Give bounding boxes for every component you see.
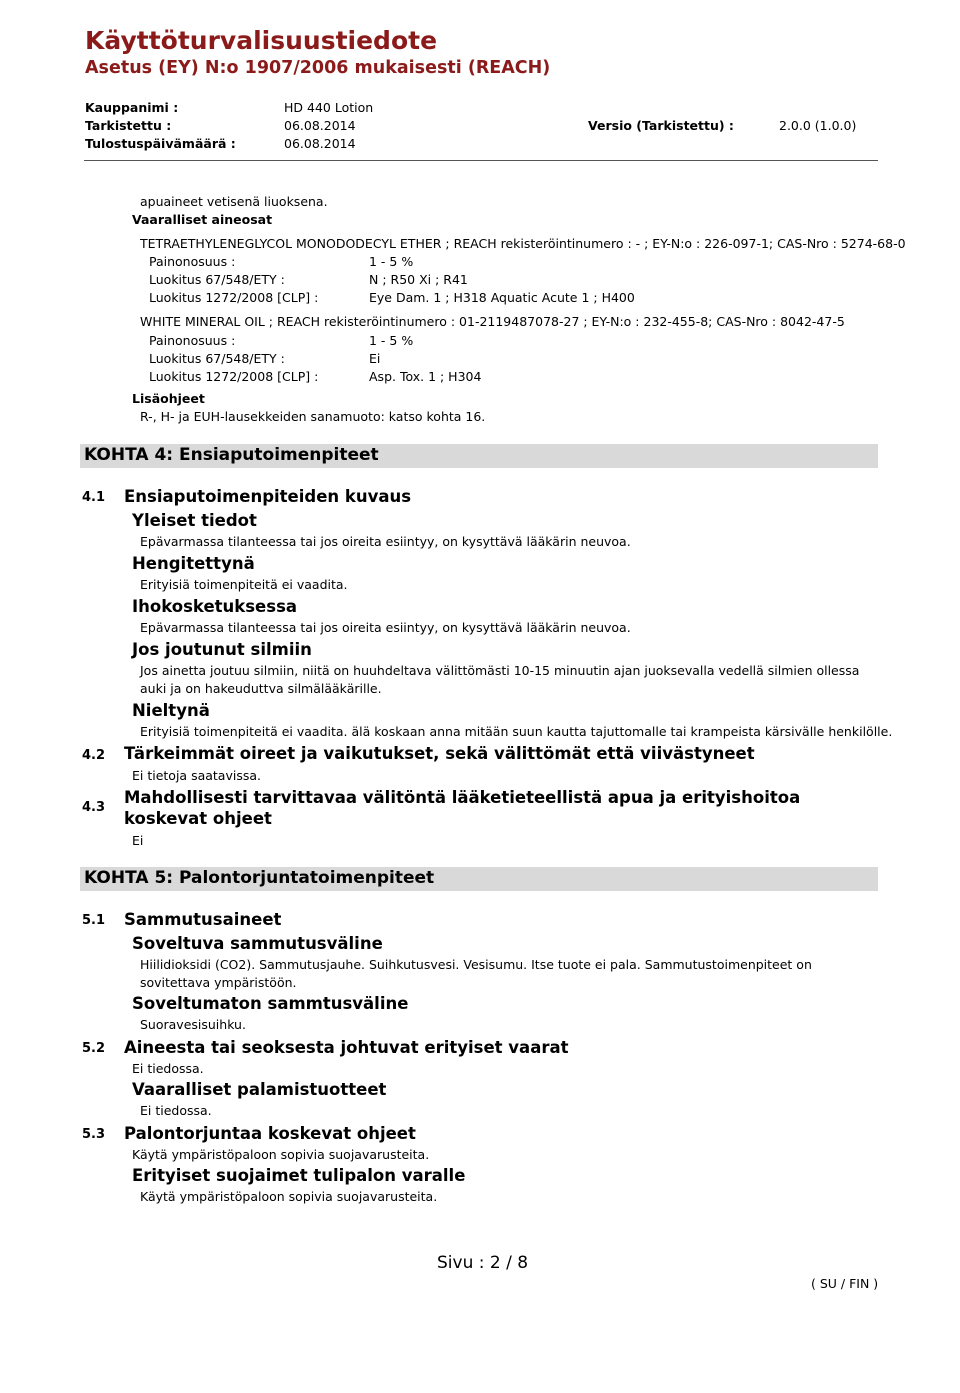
print-date-label: Tulostuspäivämäärä : xyxy=(85,136,236,151)
subsection-5-1-title: Sammutusaineet xyxy=(124,910,282,929)
swallowed-heading: Nieltynä xyxy=(132,701,210,720)
section-5-title: KOHTA 5: Palontorjuntatoimenpiteet xyxy=(84,868,435,888)
revised-label: Tarkistettu : xyxy=(85,118,172,133)
language-code: ( SU / FIN ) xyxy=(811,1276,879,1291)
eyes-text: Jos ainetta joutuu silmiin, niitä on huuhdeltava välittömästi 10-15 minuutin ajan juoksevalla vedellä silmien ollessa auki ja on hakeuduttva silmälääkärille. xyxy=(140,663,860,696)
substance-2-class67: Ei xyxy=(369,351,381,366)
page-number: Sivu : 2 / 8 xyxy=(437,1253,529,1273)
header-divider xyxy=(84,160,878,161)
general-text: Epävarmassa tilanteessa tai jos oireita esiintyy, on kysyttävä lääkärin neuvoa. xyxy=(140,534,631,549)
unsuitable-media-heading: Soveltumaton sammtusväline xyxy=(132,994,409,1013)
subsection-4-3-text: Ei xyxy=(132,833,144,848)
subsection-5-3-number: 5.3 xyxy=(82,1127,106,1142)
swallowed-text: Erityisiä toimenpiteitä ei vaadita. älä koskaan anna mitään suun kautta tajuttomalle tai krampeista kärsivälle henkilölle. xyxy=(140,724,893,739)
eyes-heading: Jos joutunut silmiin xyxy=(132,640,312,659)
combustion-products-heading: Vaaralliset palamistuotteet xyxy=(132,1080,387,1099)
substance-1-clp-label: Luokitus 1272/2008 [CLP] : xyxy=(149,290,319,305)
protective-equipment-heading: Erityiset suojaimet tulipalon varalle xyxy=(132,1166,466,1185)
section-4-title: KOHTA 4: Ensiaputoimenpiteet xyxy=(84,445,379,465)
inhaled-heading: Hengitettynä xyxy=(132,554,255,573)
subsection-4-3-number: 4.3 xyxy=(82,800,106,815)
substance-2-clp-label: Luokitus 1272/2008 [CLP] : xyxy=(149,369,319,384)
subsection-4-2-title: Tärkeimmät oireet ja vaikutukset, sekä välittömät että viivästyneet xyxy=(124,744,755,763)
subsection-5-1-number: 5.1 xyxy=(82,913,106,928)
general-heading: Yleiset tiedot xyxy=(132,511,257,530)
subsection-5-2-text: Ei tiedossa. xyxy=(132,1061,204,1076)
subsection-4-3-title: Mahdollisesti tarvittavaa välitöntä lääketieteellistä apua ja erityishoitoa koskevat ohjeet xyxy=(124,788,801,828)
additional-text: R-, H- ja EUH-lausekkeiden sanamuoto: katso kohta 16. xyxy=(140,409,486,424)
subsection-5-3-title: Palontorjuntaa koskevat ohjeet xyxy=(124,1124,416,1143)
trade-name-value: HD 440 Lotion xyxy=(284,100,374,115)
hazardous-heading: Vaaralliset aineosat xyxy=(132,212,273,227)
subsection-4-2-text: Ei tietoja saatavissa. xyxy=(132,768,261,783)
substance-1-name: TETRAETHYLENEGLYCOL MONODODECYL ETHER ; REACH rekisteröintinumero : - ; EY-N:o : 226-097-1; CAS-Nro : 5274-68-0 xyxy=(140,236,906,251)
substance-1-class67-label: Luokitus 67/548/ETY : xyxy=(149,272,285,287)
substance-2-class67-label: Luokitus 67/548/ETY : xyxy=(149,351,285,366)
suitable-media-heading: Soveltuva sammutusväline xyxy=(132,934,383,953)
substance-1-conc-label: Painonosuus : xyxy=(149,254,236,269)
section-5-bar xyxy=(80,867,878,891)
inhaled-text: Erityisiä toimenpiteitä ei vaadita. xyxy=(140,577,348,592)
substance-1-class67: N ; R50 Xi ; R41 xyxy=(369,272,468,287)
subsection-5-2-title: Aineesta tai seoksesta johtuvat erityiset vaarat xyxy=(124,1038,569,1057)
subsection-5-3-text: Käytä ympäristöpaloon sopivia suojavarusteita. xyxy=(132,1147,430,1162)
subsection-4-1-title: Ensiaputoimenpiteiden kuvaus xyxy=(124,487,412,506)
intro-text: apuaineet vetisenä liuoksena. xyxy=(140,194,328,209)
skin-heading: Ihokosketuksessa xyxy=(132,597,298,616)
subsection-4-1-number: 4.1 xyxy=(82,490,106,505)
substance-2-name: WHITE MINERAL OIL ; REACH rekisteröintinumero : 01-2119487078-27 ; EY-N:o : 232-455-8; CAS-Nro : 8042-47-5 xyxy=(140,314,845,329)
substance-2-conc: 1 - 5 % xyxy=(369,333,414,348)
document-subtitle: Asetus (EY) N:o 1907/2006 mukaisesti (REACH) xyxy=(85,58,551,78)
protective-equipment-text: Käytä ympäristöpaloon sopivia suojavarusteita. xyxy=(140,1189,438,1204)
substance-1-conc: 1 - 5 % xyxy=(369,254,414,269)
additional-heading: Lisäohjeet xyxy=(132,391,205,406)
section-4-bar xyxy=(80,444,878,468)
subsection-5-2-number: 5.2 xyxy=(82,1041,106,1056)
substance-2-conc-label: Painonosuus : xyxy=(149,333,236,348)
combustion-products-text: Ei tiedossa. xyxy=(140,1103,212,1118)
print-date-value: 06.08.2014 xyxy=(284,136,356,151)
subsection-4-2-number: 4.2 xyxy=(82,748,106,763)
suitable-media-text: Hiilidioksidi (CO2). Sammutusjauhe. Suihkutusvesi. Vesisumu. Itse tuote ei pala. Sammutustoimenpiteet on sovitettava ympäristöön. xyxy=(140,957,812,990)
document-title: Käyttöturvalisuustiedote xyxy=(85,26,438,55)
version-label: Versio (Tarkistettu) : xyxy=(588,118,734,133)
substance-1-clp: Eye Dam. 1 ; H318 Aquatic Acute 1 ; H400 xyxy=(369,290,635,305)
trade-name-label: Kauppanimi : xyxy=(85,100,179,115)
substance-2-clp: Asp. Tox. 1 ; H304 xyxy=(369,369,482,384)
skin-text: Epävarmassa tilanteessa tai jos oireita esiintyy, on kysyttävä lääkärin neuvoa. xyxy=(140,620,631,635)
unsuitable-media-text: Suoravesisuihku. xyxy=(140,1017,246,1032)
revised-value: 06.08.2014 xyxy=(284,118,356,133)
version-value: 2.0.0 (1.0.0) xyxy=(779,118,857,133)
